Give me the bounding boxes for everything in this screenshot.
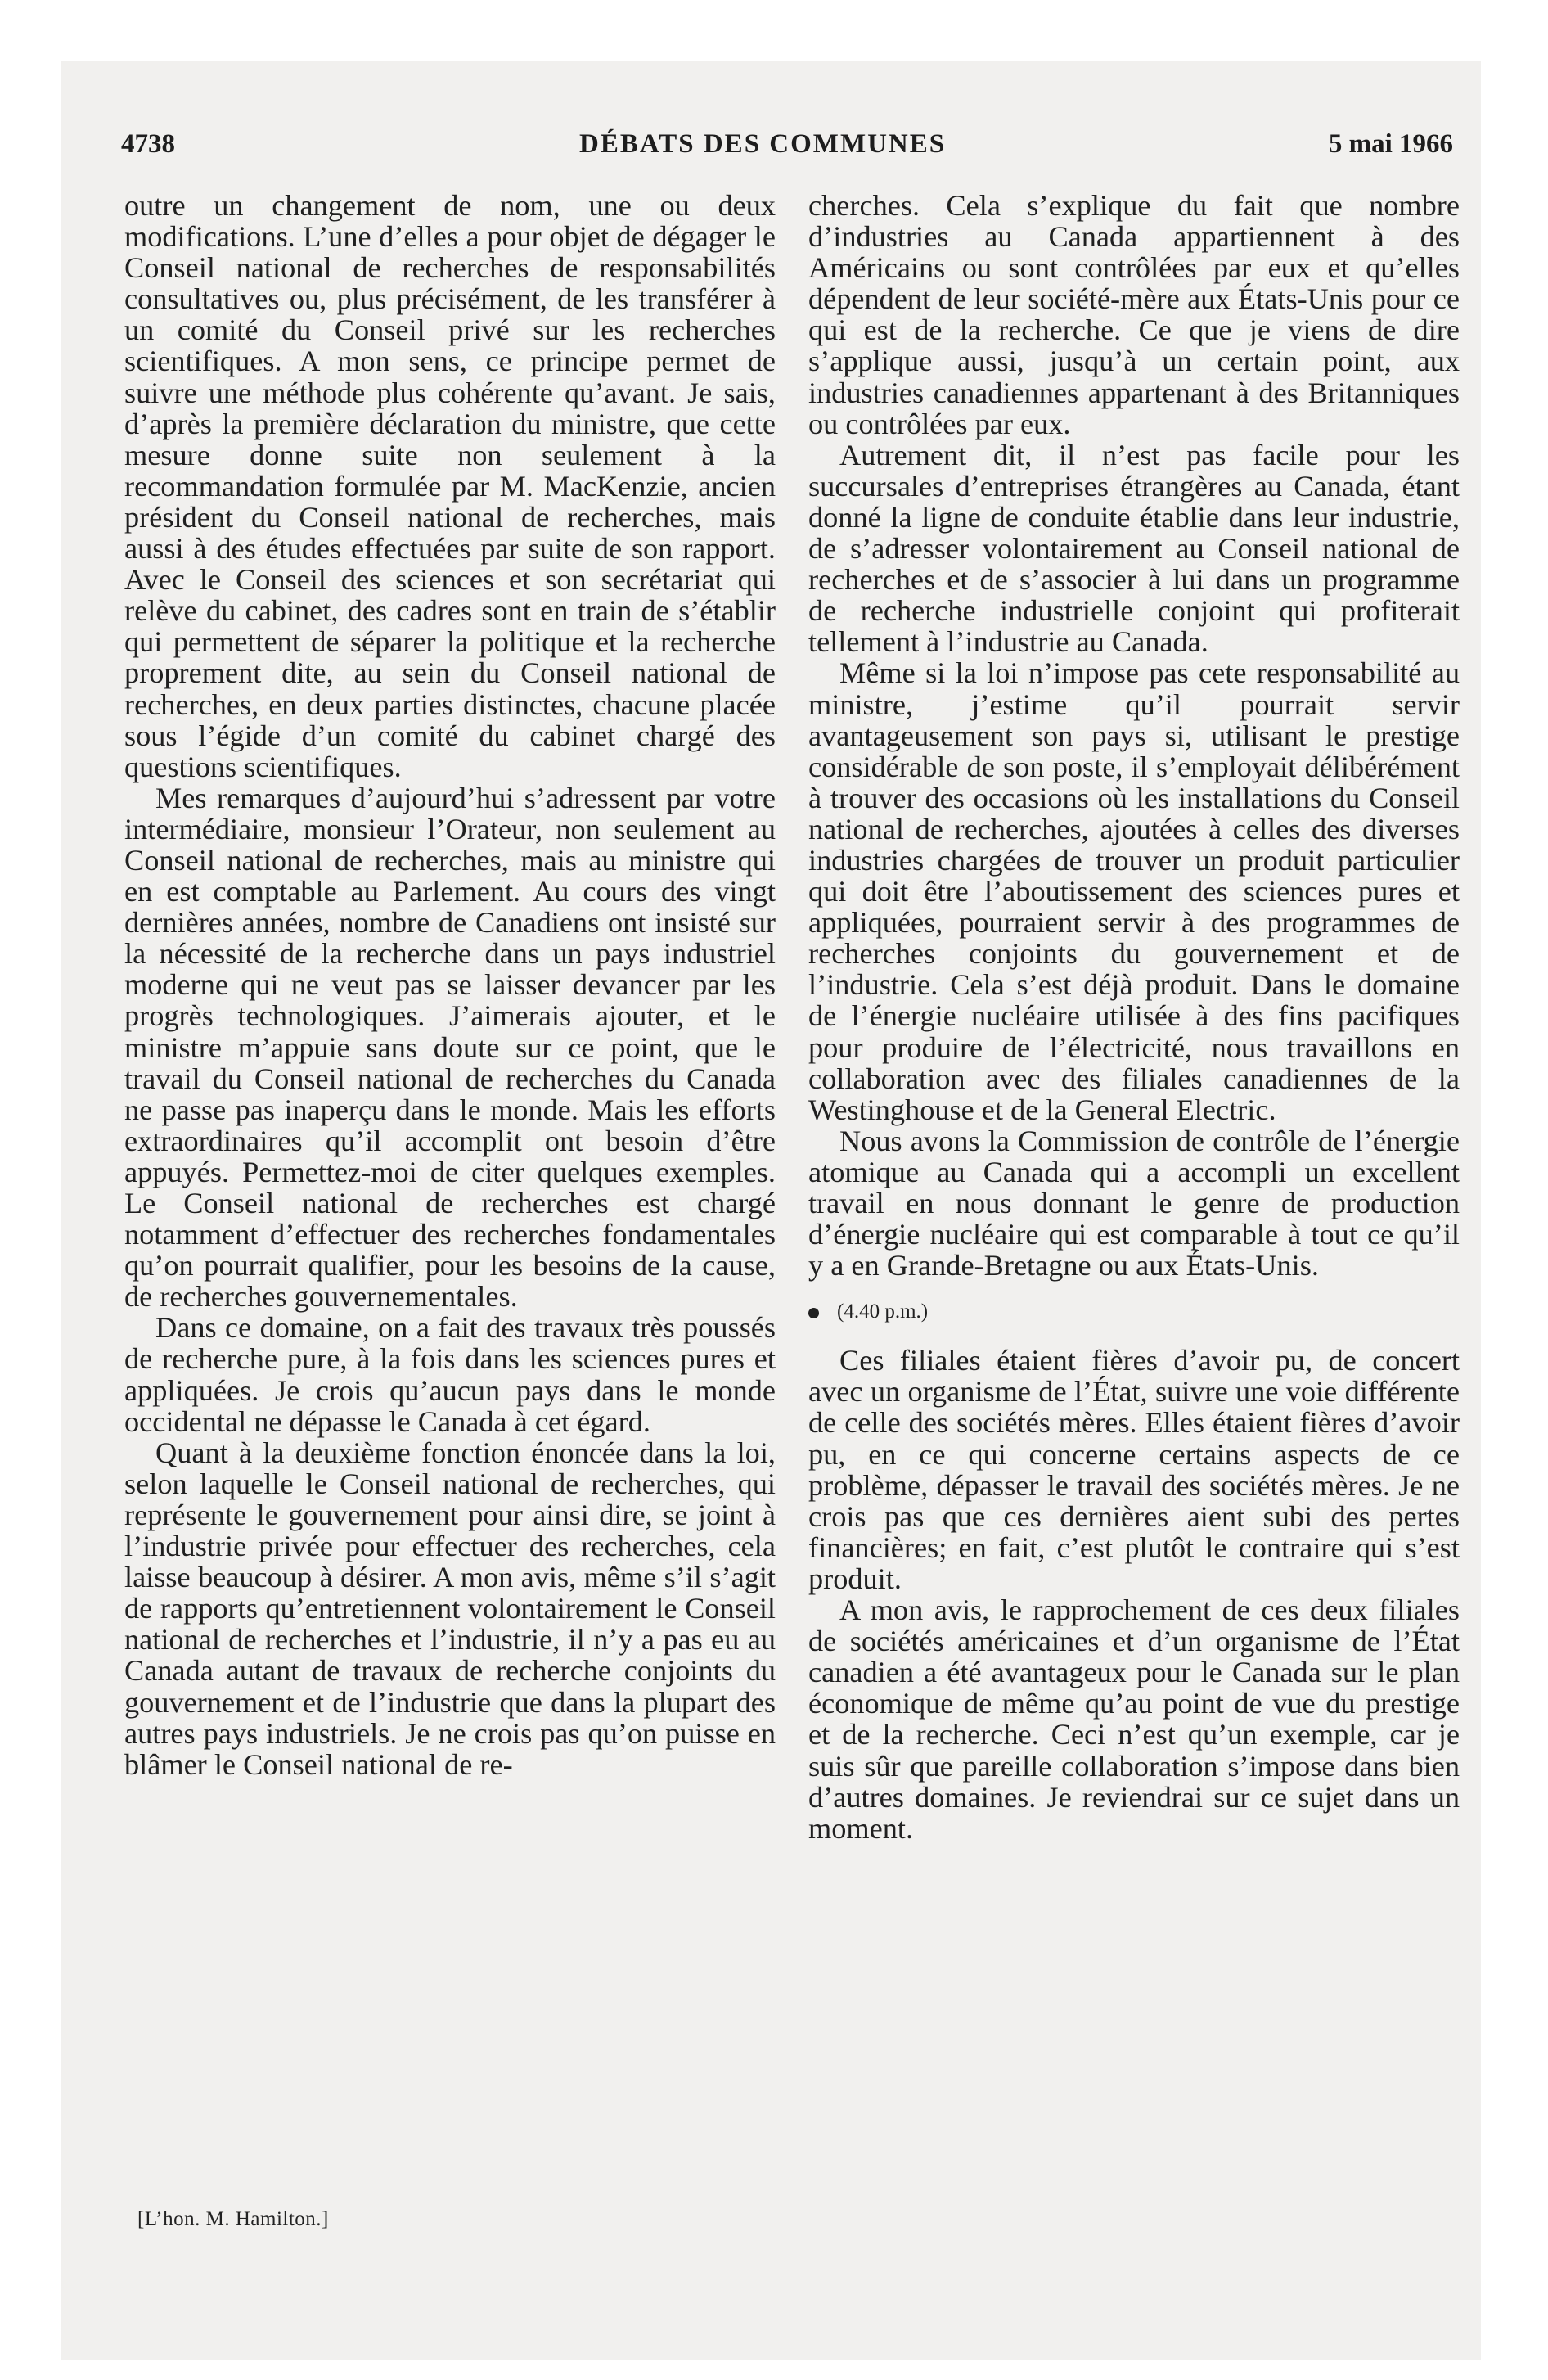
paragraph: Autrement dit, il n’est pas facile pour les succursales d’entreprises étrangères au Canada, étant donné la ligne de conduite établie dans leur industrie, de s’adresser volontairement au Conseil national de recherches et de s’associer à lui dans un programme de recherche industrielle conjoint qui profiterait tellement à l’industrie au Canada. xyxy=(808,438,1460,659)
page-header xyxy=(121,123,1463,172)
paragraph: outre un changement de nom, une ou deux modifications. L’une d’elles a pour objet de dégager le Conseil national de recherches de responsabilités consultatives ou, plus précisément, de les transférer à un comité du Conseil privé sur les recherches scientifiques. A mon sens, ce principe permet de suivre une méthode plus cohérente qu’avant. Je sais, d’après la première déclaration du ministre, que cette mesure donne suite non seulement à la recommandation formulée par M. MacKenzie, ancien président du Conseil national de recherches, mais aussi à des études effectuées par suite de son rapport. Avec le Conseil des sciences et son secrétariat qui relève du cabinet, des cadres sont en train de s’établir qui permettent de séparer la politique et la recherche proprement dite, au sein du Conseil national de recherches, en deux parties distinctes, chacune placée sous l’égide d’un comité du cabinet chargé des questions scientifiques. xyxy=(124,189,776,783)
paragraph: Même si la loi n’impose pas cete responsabilité au ministre, j’estime qu’il pourrait servir avantageusement son pays si, utilisant le prestige considérable de son poste, il s’employait délibérément à trouver des occasions où les installations du Conseil national de recherches, ajoutées à celles des diverses industries chargées de trouver un produit particulier qui doit être l’aboutissement des sciences pures et appliquées, pourraient servir à des programmes de recherches conjoints du gouvernement et de l’industrie. Cela s’est déjà produit. Dans le domaine de l’énergie nucléaire utilisée à des fins pacifiques pour produire de l’électricité, nous travaillons en collaboration avec des filiales canadiennes de la Westinghouse et de la General Electric. xyxy=(808,656,1460,1126)
paragraph: Dans ce domaine, on a fait des travaux très poussés de recherche pure, à la fois dans les sciences pures et appliquées. Je crois qu’aucun pays dans le monde occidental ne dépasse le Canada à cet égard. xyxy=(124,1311,776,1438)
time-mark xyxy=(808,1297,1460,1327)
paragraph: Quant à la deuxième fonction énoncée dans la loi, selon laquelle le Conseil national de recherches, qui représente le gouvernement pour ainsi dire, se joint à l’industrie privée pour effectuer des recherches, cela laisse beaucoup à désirer. A mon avis, même s’il s’agit de rapports qu’entretiennent volontairement le Conseil national de recherches et l’industrie, il n’y a pas eu au Canada autant de travaux de recherche conjoints du gouvernement et de l’industrie que dans la plupart des autres pays industriels. Je ne crois pas qu’on puisse en blâmer le Conseil national de re- xyxy=(124,1436,776,1781)
right-column xyxy=(808,190,1460,1844)
paragraph: cherches. Cela s’explique du fait que nombre d’industries au Canada appartiennent à des Américains ou sont contrôlées par eux et qu’elles dépendent de leur société-mère aux États-Unis pour ce qui est de la recherche. Ce que je viens de dire s’applique aussi, jusqu’à un certain point, aux industries canadiennes appartenant à des Britanniques ou contrôlées par eux. xyxy=(808,189,1460,440)
left-column xyxy=(124,190,776,1780)
paragraph: A mon avis, le rapprochement de ces deux filiales de sociétés américaines et d’un organisme de l’État canadien a été avantageux pour le Canada sur le plan économique de même qu’au point de vue du prestige et de la recherche. Ceci n’est qu’un exemple, car je suis sûr que pareille collaboration s’impose dans bien d’autres domaines. Je reviendrai sur ce sujet dans un moment. xyxy=(808,1593,1460,1845)
bullet-icon xyxy=(808,1308,819,1318)
publication-title: DÉBATS DES COMMUNES xyxy=(579,129,947,159)
paragraph: Nous avons la Commission de contrôle de l’énergie atomique au Canada qui a accompli un excellent travail en nous donnant le genre de production d’énergie nucléaire qui est comparable à tout ce qu’il y a en Grande-Bretagne ou aux États-Unis. xyxy=(808,1124,1460,1282)
paragraph: Mes remarques d’aujourd’hui s’adressent par votre intermédiaire, monsieur l’Orateur, non seulement au Conseil national de recherches, mais au ministre qui en est comptable au Parlement. Au cours des vingt dernières années, nombre de Canadiens ont insisté sur la nécessité de la recherche dans un pays industriel moderne qui ne veut pas se laisser devancer par les progrès technologiques. J’aimerais ajouter, et le ministre m’appuie sans doute sur ce point, que le travail du Conseil national de recherches du Canada ne passe pas inaperçu dans le monde. Mais les efforts extraordinaires qu’il accomplit ont besoin d’être appuyés. Permettez-moi de citer quelques exemples. Le Conseil national de recherches est chargé notamment d’effectuer des recherches fondamentales qu’on pourrait qualifier, pour les besoins de la cause, de recherches gouvernementales. xyxy=(124,781,776,1314)
publication-date: 5 mai 1966 xyxy=(1328,129,1453,159)
paragraph: Ces filiales étaient fières d’avoir pu, de concert avec un organisme de l’État, suivre une voie différente de celle des sociétés mères. Elles étaient fières d’avoir pu, en ce qui concerne certains aspects de ce problème, dépasser le travail des sociétés mères. Je ne crois pas que ces dernières aient subi des pertes financières; en fait, c’est plutôt le contraire qui s’est produit. xyxy=(808,1344,1460,1595)
time-mark-text: (4.40 p.m.) xyxy=(837,1300,929,1323)
page-number: 4738 xyxy=(121,129,175,159)
speaker-attribution: [L’hon. M. Hamilton.] xyxy=(137,2208,329,2230)
